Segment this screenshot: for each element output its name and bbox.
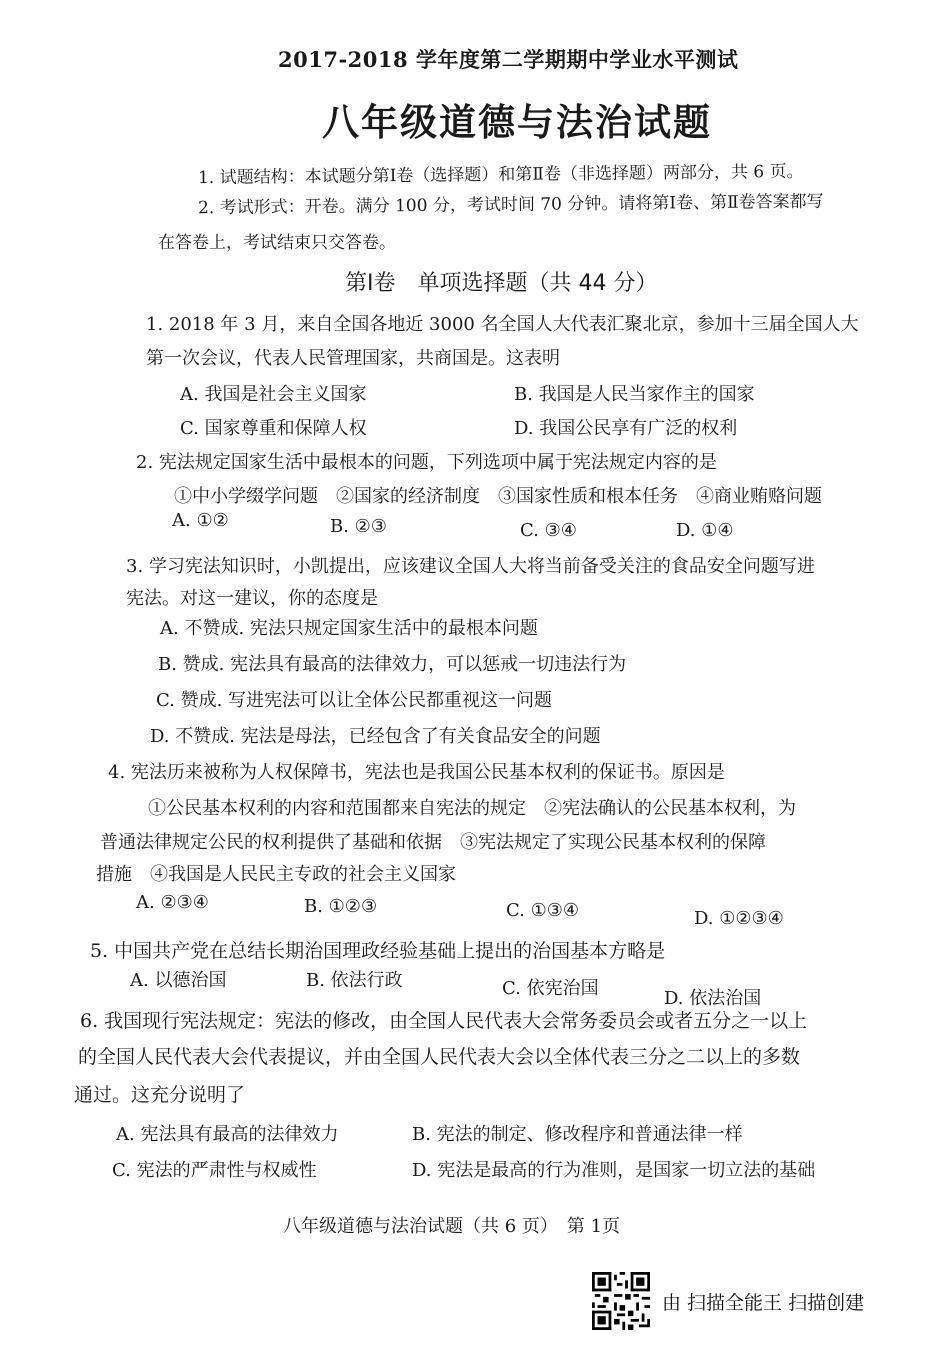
- question-2-line-2: ①中小学缀学问题 ②国家的经济制度 ③国家性质和根本任务 ④商业贿赂问题: [174, 486, 822, 507]
- question-3-option-b: B. 赞成. 宪法具有最高的法律效力，可以惩戒一切违法行为: [158, 654, 627, 675]
- question-1-line-1: 1. 2018 年 3 月，来自全国各地近 3000 名全国人大代表汇聚北京，参加十三届全国人大: [146, 314, 859, 335]
- question-3-line-2: 宪法。对这一建议，你的态度是: [126, 588, 378, 609]
- instruction-line-2: 2. 考试形式：开卷。满分 100 分，考试时间 70 分钟。请将第Ⅰ卷、第Ⅱ卷答案都写: [197, 191, 824, 219]
- question-2-option-c: C. ③④: [520, 520, 577, 541]
- question-5-line-1: 5. 中国共产党在总结长期治国理政经验基础上提出的治国基本方略是: [90, 940, 666, 962]
- question-3-line-1: 3. 学习宪法知识时，小凯提出，应该建议全国人大将当前备受关注的食品安全问题写进: [126, 556, 815, 577]
- section-title: 第Ⅰ卷 单项选择题（共 44 分）: [345, 271, 658, 296]
- question-6-line-2: 的全国人民代表大会代表提议，并由全国人民代表大会以全体代表三分之二以上的多数: [78, 1046, 801, 1068]
- question-1-option-c: C. 国家尊重和保障人权: [180, 418, 367, 439]
- question-4-line-4: 措施 ④我国是人民民主专政的社会主义国家: [96, 864, 456, 885]
- scanner-badge: [592, 1272, 864, 1330]
- question-4-option-c: C. ①③④: [506, 900, 579, 921]
- question-5-option-a: A. 以德治国: [130, 970, 227, 991]
- question-4-option-a: A. ②③④: [136, 892, 209, 913]
- question-6-option-b: B. 宪法的制定、修改程序和普通法律一样: [412, 1124, 743, 1145]
- question-2-option-d: D. ①④: [676, 520, 734, 541]
- question-6-option-d: D. 宪法是最高的行为准则，是国家一切立法的基础: [412, 1160, 816, 1181]
- question-6-line-1: 6. 我国现行宪法规定：宪法的修改，由全国人民代表大会常务委员会或者五分之一以上: [80, 1010, 808, 1032]
- question-3-option-a: A. 不赞成. 宪法只规定国家生活中的最根本问题: [160, 618, 538, 639]
- scanner-badge-text: 由 扫描全能王 扫描创建: [662, 1291, 865, 1314]
- exam-title: 八年级道德与法治试题: [322, 101, 712, 144]
- instruction-line-1: 1. 试题结构：本试题分第Ⅰ卷（选择题）和第Ⅱ卷（非选择题）两部分，共 6 页。: [197, 161, 804, 189]
- question-4-line-1: 4. 宪法历来被称为人权保障书，宪法也是我国公民基本权利的保证书。原因是: [108, 762, 725, 783]
- question-2-line-1: 2. 宪法规定国家生活中最根本的问题，下列选项中属于宪法规定内容的是: [136, 452, 717, 473]
- exam-subtitle: 2017-2018 学年度第二学期期中学业水平测试: [278, 47, 739, 72]
- question-6-line-3: 通过。这充分说明了: [74, 1084, 246, 1106]
- question-2-option-a: A. ①②: [172, 510, 229, 531]
- question-3-option-c: C. 赞成. 写进宪法可以让全体公民都重视这一问题: [156, 690, 553, 711]
- question-4-line-3: 普通法律规定公民的权利提供了基础和依据 ③宪法规定了实现公民基本权利的保障: [100, 832, 766, 853]
- question-1-line-2: 第一次会议，代表人民管理国家，共商国是。这表明: [146, 348, 560, 369]
- question-4-line-2: ①公民基本权利的内容和范围都来自宪法的规定 ②宪法确认的公民基本权利，为: [148, 798, 796, 819]
- question-1-option-d: D. 我国公民享有广泛的权利: [514, 418, 738, 439]
- question-1-option-a: A. 我国是社会主义国家: [180, 384, 367, 405]
- question-3-option-d: D. 不赞成. 宪法是母法，已经包含了有关食品安全的问题: [150, 726, 601, 747]
- question-4-option-d: D. ①②③④: [694, 908, 784, 929]
- question-2-option-b: B. ②③: [330, 516, 387, 537]
- question-1-option-b: B. 我国是人民当家作主的国家: [514, 384, 755, 405]
- page-footer: 八年级道德与法治试题（共 6 页） 第 1页: [283, 1216, 621, 1237]
- question-5-option-c: C. 依宪治国: [502, 978, 599, 999]
- question-6-option-a: A. 宪法具有最高的法律效力: [116, 1124, 339, 1145]
- question-4-option-b: B. ①②③: [304, 896, 378, 917]
- instruction-line-3: 在答卷上，考试结束只交答卷。: [158, 233, 396, 253]
- question-5-option-b: B. 依法行政: [306, 970, 403, 991]
- question-5-option-d: D. 依法治国: [664, 988, 762, 1009]
- question-6-option-c: C. 宪法的严肃性与权威性: [112, 1160, 317, 1181]
- qr-code-icon: [592, 1272, 650, 1330]
